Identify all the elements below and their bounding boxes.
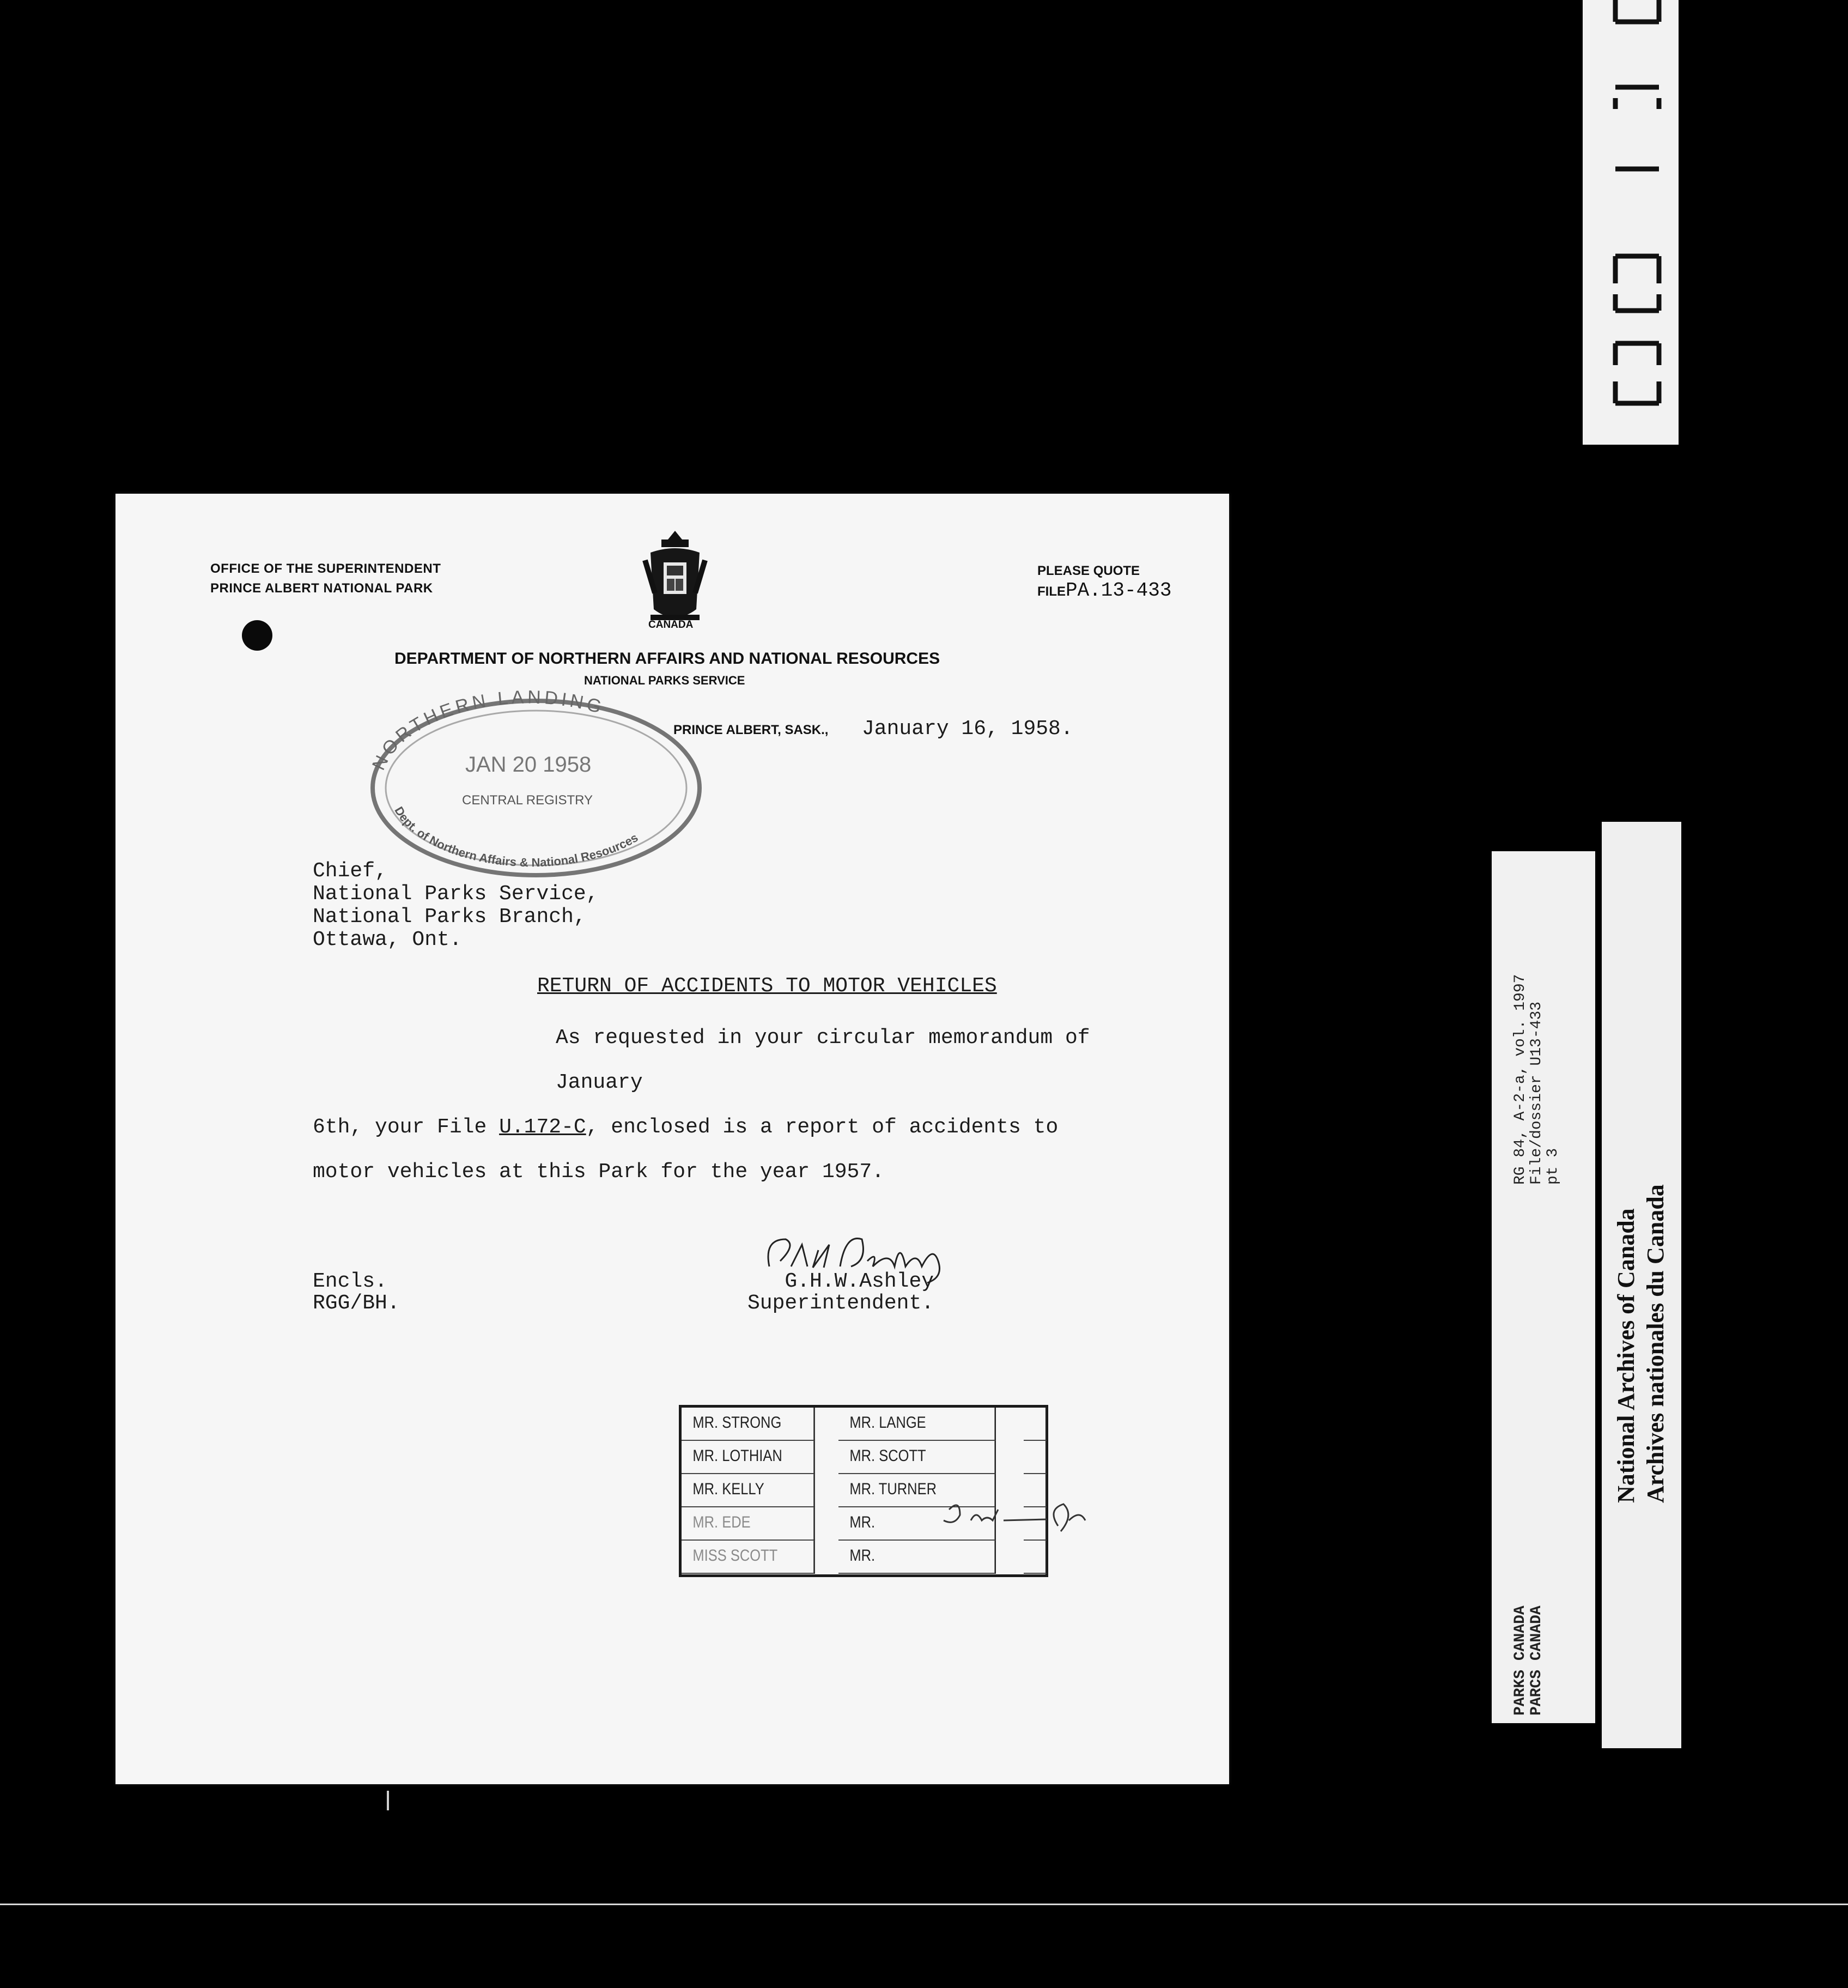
signer-title: Superintendent. [747,1292,934,1315]
film-edge-line [0,1904,1848,1905]
reference-line: File/dossier U13-433 [1528,1001,1545,1185]
film-frame-counter-strip [1583,0,1679,445]
address-line: Ottawa, Ont. [313,928,462,951]
routing-cell [1024,1441,1047,1474]
file-label: FILE [1037,584,1066,599]
frame-number-glyphs [1583,0,1679,445]
routing-stamp-table [679,1405,1048,1577]
address-line: Chief, [313,859,387,883]
letter-page [115,494,1229,1784]
routing-cell: MR. KELLY [682,1474,815,1507]
office-heading [210,559,441,598]
service-heading: NATIONAL PARKS SERVICE [584,674,745,687]
recipient-address [313,860,599,951]
routing-cell: MR. EDE [682,1507,815,1541]
subject-line: RETURN OF ACCIDENTS TO MOTOR VEHICLES [537,974,997,998]
routing-cell: MR. SCOTT [838,1441,996,1474]
signer-name: G.H.W.Ashley [785,1270,934,1293]
national-archives-text [1612,1184,1670,1503]
archive-reference-label [1492,851,1595,1723]
body-line-2-start: 6th, your File [313,1116,500,1139]
crest-label: CANADA [648,619,694,631]
signer-block [747,1271,934,1314]
reference-initials: RGG/BH. [313,1292,400,1315]
stamp-top-arc: NORTHERN LANDING [368,687,607,774]
please-quote-block [1037,561,1171,602]
office-line-1: OFFICE OF THE SUPERINTENDENT [210,561,441,576]
address-line: National Parks Service, [313,882,599,906]
letter-body [313,1016,1163,1195]
stamp-date: JAN 20 1958 [465,753,592,777]
file-number: PA.13-433 [1066,579,1172,602]
place-line: PRINCE ALBERT, SASK., [673,723,829,737]
please-quote-label: PLEASE QUOTE [1037,563,1140,578]
routing-cell: MR. [838,1507,996,1541]
parks-line: PARKS CANADA [1512,1605,1529,1716]
handwritten-routing-note [938,1493,1091,1548]
punch-hole [242,620,272,651]
department-heading: DEPARTMENT OF NORTHERN AFFAIRS AND NATIONAL RESOURCES [394,650,940,668]
reference-line: pt 3 [1545,1148,1561,1185]
routing-cell: MR. LANGE [838,1408,996,1441]
nac-line: Archives nationales du Canada [1642,1184,1669,1503]
nac-line: National Archives of Canada [1613,1208,1639,1503]
film-tick-mark [387,1791,389,1810]
canada-crest-icon [640,528,710,631]
routing-cell: MISS SCOTT [682,1541,815,1574]
parks-line: PARCS CANADA [1528,1605,1545,1716]
enclosure-block [313,1271,400,1314]
file-reference: U.172-C [499,1116,586,1139]
body-line-3: motor vehicles at this Park for the year 1957. [313,1160,884,1184]
stamp-office: CENTRAL REGISTRY [462,793,593,808]
body-line-2-end: , enclosed is a report of accidents to [586,1116,1059,1139]
parks-canada-text [1512,1605,1545,1716]
routing-cell: MR. LOTHIAN [682,1441,815,1474]
body-line-1: As requested in your circular memorandum of January [556,1026,1090,1094]
address-line: National Parks Branch, [313,905,586,929]
routing-cell: MR. STRONG [682,1408,815,1441]
routing-cell: MR. TURNER [838,1474,996,1507]
routing-cell [1024,1408,1047,1441]
national-archives-label [1602,822,1681,1748]
office-line-2: PRINCE ALBERT NATIONAL PARK [210,581,433,596]
enclosures-label: Encls. [313,1270,387,1293]
reference-line: RG 84, A-2-a, vol. 1997 [1512,974,1529,1185]
body-line-2 [313,1105,1163,1150]
file-number-line [1037,581,1171,602]
archive-reference-text [1512,974,1561,1185]
letter-date: January 16, 1958. [862,717,1073,741]
routing-cell: MR. [838,1541,996,1574]
stamp-bottom-arc: Dept. of Northern Affairs & National Resources [392,804,641,870]
